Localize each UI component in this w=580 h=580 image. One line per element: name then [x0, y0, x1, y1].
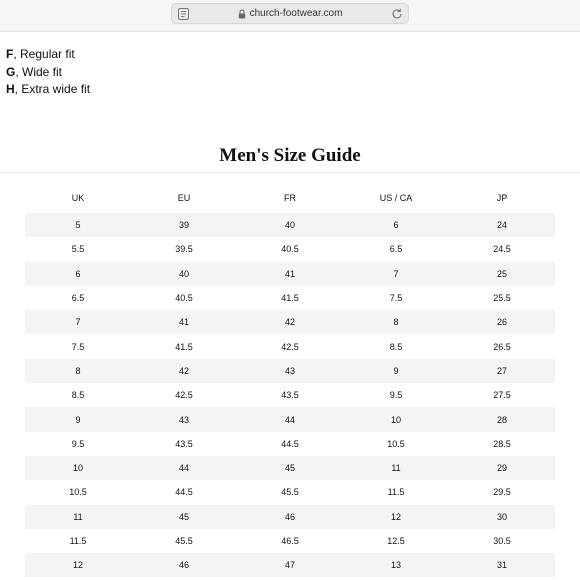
size-cell-eu: 40 [131, 262, 237, 286]
size-cell-fr: 42.5 [237, 334, 343, 358]
size-cell-us-ca: 9.5 [343, 383, 449, 407]
address-bar[interactable] [171, 3, 409, 24]
size-cell-fr: 46 [237, 505, 343, 529]
table-row [25, 262, 555, 286]
fit-label: , Regular fit [13, 47, 75, 61]
fit-code: G [6, 64, 16, 79]
size-cell-us-ca: 11 [343, 456, 449, 480]
lock-icon [238, 9, 246, 19]
size-cell-fr: 45 [237, 456, 343, 480]
size-cell-eu: 44 [131, 456, 237, 480]
address-url: church-footwear.com [249, 8, 343, 19]
size-cell-fr: 42 [237, 310, 343, 334]
size-cell-uk: 10 [25, 456, 131, 480]
size-cell-jp: 24 [449, 213, 555, 237]
size-cell-fr: 44.5 [237, 432, 343, 456]
size-cell-us-ca: 10.5 [343, 432, 449, 456]
size-cell-jp: 26 [449, 310, 555, 334]
size-cell-eu: 45.5 [131, 529, 237, 553]
size-cell-us-ca: 8 [343, 310, 449, 334]
size-cell-eu: 42 [131, 359, 237, 383]
divider [0, 172, 580, 173]
size-cell-us-ca: 9 [343, 359, 449, 383]
size-cell-uk: 11.5 [25, 529, 131, 553]
column-header-eu: EU [177, 193, 191, 203]
page-title: Men's Size Guide [219, 145, 361, 166]
table-header-row [25, 183, 555, 213]
size-cell-uk: 7 [25, 310, 131, 334]
size-cell-jp: 30 [449, 505, 555, 529]
size-cell-us-ca: 13 [343, 553, 449, 577]
size-cell-jp: 24.5 [449, 237, 555, 261]
fit-legend [6, 46, 90, 99]
size-cell-jp: 31 [449, 553, 555, 577]
size-cell-uk: 12 [25, 553, 131, 577]
size-cell-uk: 8 [25, 359, 131, 383]
size-cell-jp: 26.5 [449, 334, 555, 358]
size-cell-us-ca: 12 [343, 505, 449, 529]
size-cell-us-ca: 7.5 [343, 286, 449, 310]
column-header-jp: JP [496, 193, 508, 203]
size-cell-uk: 9 [25, 407, 131, 431]
size-cell-eu: 39 [131, 213, 237, 237]
table-row [25, 286, 555, 310]
table-row [25, 456, 555, 480]
table-row [25, 480, 555, 504]
size-cell-fr: 47 [237, 553, 343, 577]
table-row [25, 553, 555, 577]
fit-item-extra-wide [6, 81, 90, 99]
size-cell-jp: 25.5 [449, 286, 555, 310]
size-cell-us-ca: 7 [343, 262, 449, 286]
size-cell-uk: 6 [25, 262, 131, 286]
size-cell-uk: 10.5 [25, 480, 131, 504]
size-cell-us-ca: 8.5 [343, 334, 449, 358]
fit-label: , Wide fit [15, 64, 63, 79]
size-cell-jp: 29 [449, 456, 555, 480]
size-cell-fr: 40 [237, 213, 343, 237]
size-cell-fr: 43.5 [237, 383, 343, 407]
column-header-fr: FR [284, 193, 296, 203]
size-cell-uk: 5.5 [25, 237, 131, 261]
table-row [25, 383, 555, 407]
size-cell-fr: 46.5 [237, 529, 343, 553]
size-cell-uk: 7.5 [25, 334, 131, 358]
column-header-uk: UK [71, 193, 85, 203]
table-row [25, 237, 555, 261]
size-cell-us-ca: 11.5 [343, 480, 449, 504]
fit-code: F [6, 47, 14, 61]
size-cell-jp: 27.5 [449, 383, 555, 407]
size-cell-us-ca: 6 [343, 213, 449, 237]
size-cell-uk: 11 [25, 505, 131, 529]
size-cell-jp: 30.5 [449, 529, 555, 553]
size-cell-eu: 41 [131, 310, 237, 334]
size-cell-eu: 45 [131, 505, 237, 529]
size-cell-jp: 28 [449, 407, 555, 431]
table-row [25, 310, 555, 334]
size-cell-eu: 43.5 [131, 432, 237, 456]
size-cell-eu: 44.5 [131, 480, 237, 504]
size-cell-jp: 29.5 [449, 480, 555, 504]
size-cell-us-ca: 12.5 [343, 529, 449, 553]
size-cell-uk: 9.5 [25, 432, 131, 456]
address-display[interactable] [172, 4, 408, 23]
browser-toolbar [0, 0, 580, 32]
size-cell-fr: 43 [237, 359, 343, 383]
size-cell-uk: 5 [25, 213, 131, 237]
size-cell-eu: 40.5 [131, 286, 237, 310]
size-cell-fr: 41.5 [237, 286, 343, 310]
size-cell-eu: 39.5 [131, 237, 237, 261]
fit-label: , Extra wide fit [14, 82, 91, 96]
reload-icon[interactable] [391, 7, 403, 20]
size-cell-eu: 43 [131, 407, 237, 431]
fit-code: H [6, 82, 15, 96]
size-cell-jp: 27 [449, 359, 555, 383]
size-cell-jp: 28.5 [449, 432, 555, 456]
size-cell-us-ca: 6.5 [343, 237, 449, 261]
table-row [25, 359, 555, 383]
table-row [25, 505, 555, 529]
size-cell-fr: 44 [237, 407, 343, 431]
fit-item-regular [6, 46, 90, 64]
table-row [25, 432, 555, 456]
table-row [25, 334, 555, 358]
column-header-us-ca: US / CA [379, 193, 413, 203]
size-cell-eu: 42.5 [131, 383, 237, 407]
table-row [25, 213, 555, 237]
size-cell-fr: 40.5 [237, 237, 343, 261]
size-cell-us-ca: 10 [343, 407, 449, 431]
table-row [25, 529, 555, 553]
size-cell-uk: 8.5 [25, 383, 131, 407]
size-cell-fr: 41 [237, 262, 343, 286]
size-cell-eu: 46 [131, 553, 237, 577]
size-guide-table [25, 183, 555, 577]
fit-item-wide [6, 64, 90, 82]
table-row [25, 407, 555, 431]
size-cell-uk: 6.5 [25, 286, 131, 310]
size-cell-eu: 41.5 [131, 334, 237, 358]
size-cell-jp: 25 [449, 262, 555, 286]
size-cell-fr: 45.5 [237, 480, 343, 504]
